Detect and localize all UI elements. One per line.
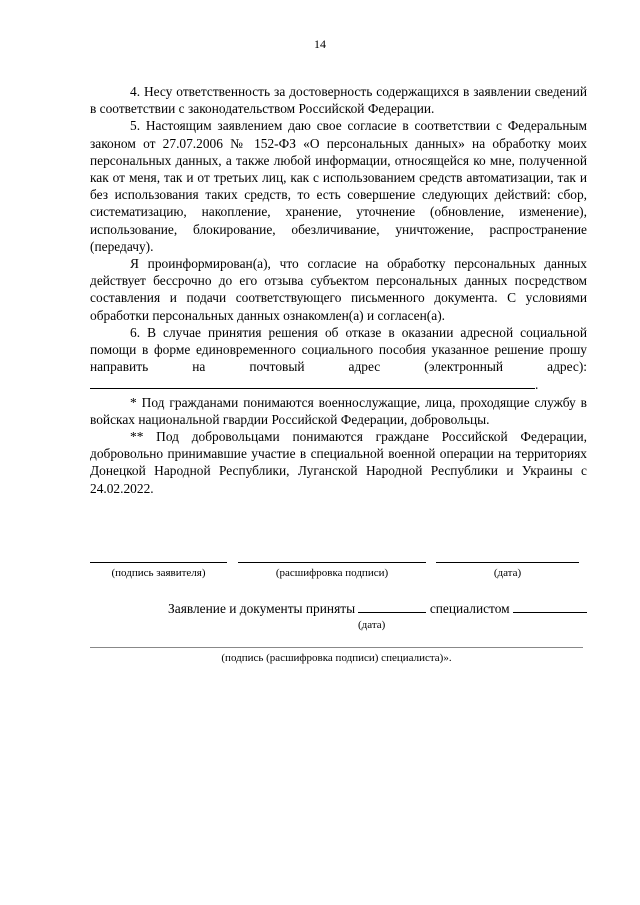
page-number: 14 bbox=[314, 37, 326, 51]
paragraph-refusal-address bbox=[90, 324, 587, 394]
address-input-line[interactable] bbox=[90, 375, 535, 389]
specialist-signature-caption: (подпись (расшифровка подписи) специалиста)». bbox=[221, 652, 452, 664]
paragraph-responsibility: 4. Несу ответственность за достоверность содержащихся в заявлении сведений в соответствии с законодательством Российской Федерации. bbox=[90, 84, 587, 117]
acceptance-date-caption: (дата) bbox=[358, 619, 386, 631]
signature-decode-field[interactable] bbox=[238, 562, 426, 579]
date-caption: (дата) bbox=[493, 567, 522, 579]
date-field[interactable] bbox=[436, 562, 579, 579]
acceptance-line bbox=[90, 600, 587, 617]
document-body bbox=[90, 83, 587, 497]
footnote-volunteers: ** Под добровольцами понимаются граждане Российской Федерации, добровольно принимавшие участие в специальной военной операции на территориях Донецкой Народной Республики, Луганской Народной Республики и Украины с 24.02.2022. bbox=[90, 429, 587, 496]
acceptance-text-b: специалистом bbox=[429, 601, 510, 616]
refusal-text: 6. В случае принятия решения об отказе в оказании адресной социальной помощи в форме единовременного социального пособия указанное решение прошу направить на почтовый адрес (электронный адрес): bbox=[90, 324, 587, 375]
signature-decode-caption: (расшифровка подписи) bbox=[275, 567, 389, 579]
paragraph-consent: 5. Настоящим заявлением даю свое согласие в соответствии с Федеральным законом от 27.07.2006 № 152-ФЗ «О персональных данных» на обработку моих персональных данных, а также любой информации, относящейся ко мне, полученной как от меня, так и от третьих лиц, как с использованием средств автоматизации, так и без использования таких средств, то есть совершение следующих действий: сбор, систематизацию, накопление, хранение, уточнение (обновление, изменение), использование, блокирование, обезличивание, уничтожение, распространение (передачу). bbox=[90, 118, 587, 254]
address-end: . bbox=[535, 377, 539, 393]
specialist-signature-line[interactable] bbox=[90, 647, 583, 648]
signature-row bbox=[90, 562, 587, 586]
applicant-signature-caption: (подпись заявителя) bbox=[111, 567, 206, 579]
specialist-line[interactable] bbox=[513, 600, 587, 613]
acceptance-date-line[interactable] bbox=[358, 600, 426, 613]
applicant-signature-field[interactable] bbox=[90, 562, 227, 579]
paragraph-informed: Я проинформирован(а), что согласие на обработку персональных данных действует бессрочно до его отзыва субъектом персональных данных посредством составления и подачи соответствующего письменного документа. С условиями обработки персональных данных ознакомлен(а) и согласен(а). bbox=[90, 256, 587, 323]
acceptance-text-a: Заявление и документы приняты bbox=[168, 601, 356, 616]
footnote-citizens: * Под гражданами понимаются военнослужащие, лица, проходящие службу в войсках национальной гвардии Российской Федерации, добровольцы. bbox=[90, 394, 587, 427]
